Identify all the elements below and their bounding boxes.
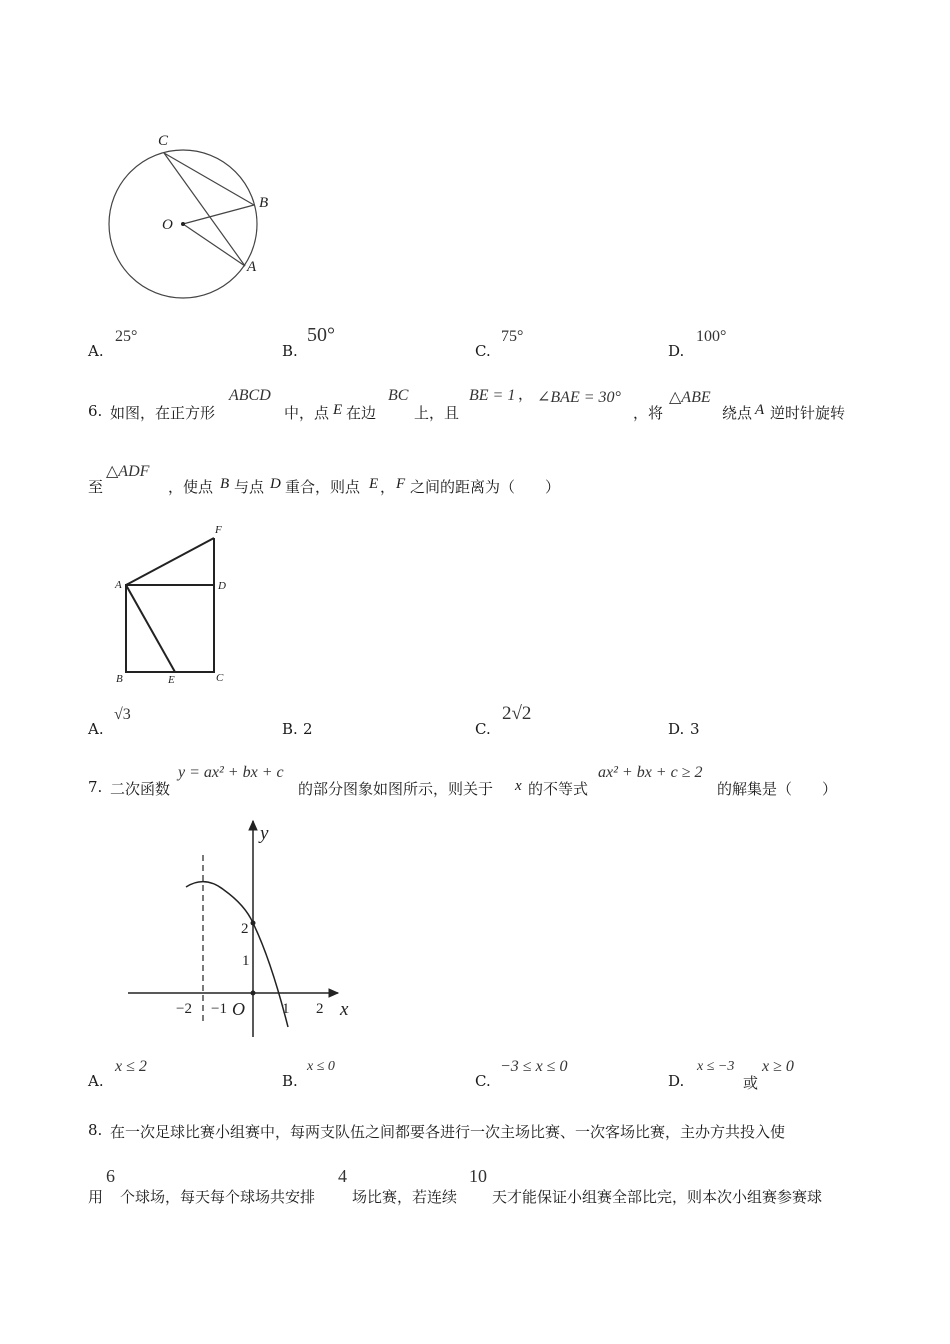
segment-af	[126, 538, 214, 585]
q6-math-abcd: ABCD	[229, 387, 271, 404]
label-b: B	[259, 195, 269, 211]
q6-line2-text-5: 之间的距离为（ ）	[410, 478, 561, 496]
label-d: D	[218, 580, 226, 592]
q5-option-c-value: 75°	[501, 328, 524, 345]
x-axis-label: x	[340, 999, 349, 1020]
q7-parabola-graph	[120, 815, 370, 1045]
q6-math-triangle-abe: △ABE	[669, 389, 711, 406]
q7-option-a-value: x ≤ 2	[115, 1058, 147, 1075]
q6-point-a: A	[755, 402, 765, 418]
q8-number-days: 10	[469, 1166, 487, 1186]
q6-text-7: 逆时针旋转	[770, 404, 846, 422]
q6-text-2: 中，点	[284, 404, 330, 422]
q7-option-d-value2: x ≥ 0	[762, 1058, 794, 1075]
q8-number-games: 4	[338, 1166, 347, 1186]
q6-square-figure	[110, 520, 240, 690]
q7-number: 7.	[88, 778, 103, 796]
q7-text-3: 的不等式	[528, 780, 589, 798]
q6-option-b-value: 2	[303, 720, 313, 738]
q5-option-c-letter: C.	[475, 342, 491, 360]
q6-option-d-value: 3	[690, 720, 700, 738]
q5-option-a-value: 25°	[115, 328, 138, 345]
x-tick-1: 1	[282, 1001, 290, 1017]
q6-math-triangle-adf: △ADF	[106, 463, 150, 480]
q6-math-angle: ∠BAE = 30°	[537, 389, 621, 406]
label-o: O	[162, 217, 173, 233]
q7-math-inequality: ax² + bx + c ≥ 2	[598, 764, 703, 781]
q6-option-a-letter: A.	[88, 720, 104, 738]
q6-number: 6.	[88, 402, 103, 420]
square-abcd	[126, 585, 214, 672]
segment-ae	[126, 585, 175, 672]
q5-option-b-value: 50°	[307, 324, 335, 346]
q7-option-c-value: −3 ≤ x ≤ 0	[500, 1058, 568, 1075]
q5-option-d-value: 100°	[696, 328, 727, 345]
q6-text-1: 如图，在正方形	[110, 404, 216, 422]
q6-line2-text-1: 至	[88, 478, 104, 496]
q6-line2-text-4: 重合，则点	[285, 478, 361, 496]
q6-point-f: F	[396, 476, 406, 492]
q7-option-c-letter: C.	[475, 1072, 491, 1090]
q7-text-2: 的部分图象如图所示，则关于	[298, 780, 494, 798]
q7-text-1: 二次函数	[110, 780, 171, 798]
q6-option-d-letter: D.	[668, 720, 685, 738]
label-a: A	[247, 259, 257, 275]
q6-text-5: ，将	[633, 404, 664, 422]
q8-text-3: 场比赛，若连续	[352, 1188, 458, 1206]
label-c: C	[158, 133, 169, 149]
q6-separator: ，	[518, 385, 534, 403]
q6-point-d: D	[270, 476, 281, 492]
q7-option-d-letter: D.	[668, 1072, 685, 1090]
label-c: C	[216, 672, 224, 684]
q7-text-4: 的解集是（ ）	[717, 780, 838, 798]
y-tick-1: 1	[242, 953, 250, 969]
q6-text-3: 在边	[346, 404, 377, 422]
q8-line1: 在一次足球比赛小组赛中，每两支队伍之间都要各进行一次主场比赛、一次客场比赛，主办方共投入使	[110, 1123, 786, 1141]
q8-text-4: 天才能保证小组赛全部比完，则本次小组赛参赛球	[492, 1188, 823, 1206]
q7-option-b-letter: B.	[282, 1072, 298, 1090]
q6-point-e2: E	[369, 476, 379, 492]
label-a: A	[115, 579, 122, 591]
q6-line2-text-3: 与点	[234, 478, 265, 496]
q7-option-a-letter: A.	[88, 1072, 104, 1090]
q5-circle-figure	[100, 125, 290, 305]
q6-text-6: 绕点	[722, 404, 753, 422]
q5-option-b-letter: B.	[282, 342, 298, 360]
x-tick-neg2: −2	[176, 1001, 192, 1017]
center-point	[181, 222, 185, 226]
q6-option-c-value: 2√2	[502, 703, 532, 724]
q5-option-d-letter: D.	[668, 342, 685, 360]
q6-option-c-letter: C.	[475, 720, 491, 738]
q6-comma: ，	[380, 478, 396, 496]
q6-math-bc: BC	[388, 387, 409, 404]
q6-option-b-letter: B.	[282, 720, 298, 738]
label-b: B	[116, 673, 123, 685]
segment-cb	[164, 153, 254, 205]
x-tick-2: 2	[316, 1001, 324, 1017]
q6-option-a-value: √3	[114, 706, 131, 723]
label-f: F	[215, 524, 222, 536]
q6-math-be: BE = 1	[469, 387, 516, 404]
segment-oa	[183, 224, 245, 266]
origin-label: O	[232, 999, 245, 1019]
x-tick-neg1: −1	[211, 1001, 227, 1017]
q7-option-d-connector: 或	[743, 1074, 759, 1092]
q7-option-b-value: x ≤ 0	[307, 1059, 335, 1074]
y-intercept-point	[251, 921, 256, 926]
q7-var-x: x	[515, 778, 522, 794]
q8-number-fields: 6	[106, 1166, 115, 1186]
y-tick-2: 2	[241, 921, 249, 937]
q8-text-2: 个球场，每天每个球场共安排	[120, 1188, 316, 1206]
q6-line2-text-2: ，使点	[168, 478, 214, 496]
q6-point-b: B	[220, 476, 230, 492]
origin-point	[251, 991, 256, 996]
q6-point-e: E	[333, 402, 343, 418]
q8-text-1: 用	[88, 1188, 104, 1206]
q8-number: 8.	[88, 1121, 103, 1139]
segment-ob	[183, 205, 254, 224]
label-e: E	[168, 674, 175, 686]
q7-math-function: y = ax² + bx + c	[178, 764, 284, 781]
y-axis-label: y	[260, 823, 269, 844]
q6-text-4: 上，且	[414, 404, 460, 422]
q7-option-d-value: x ≤ −3	[697, 1059, 735, 1074]
q5-option-a-letter: A.	[88, 342, 104, 360]
